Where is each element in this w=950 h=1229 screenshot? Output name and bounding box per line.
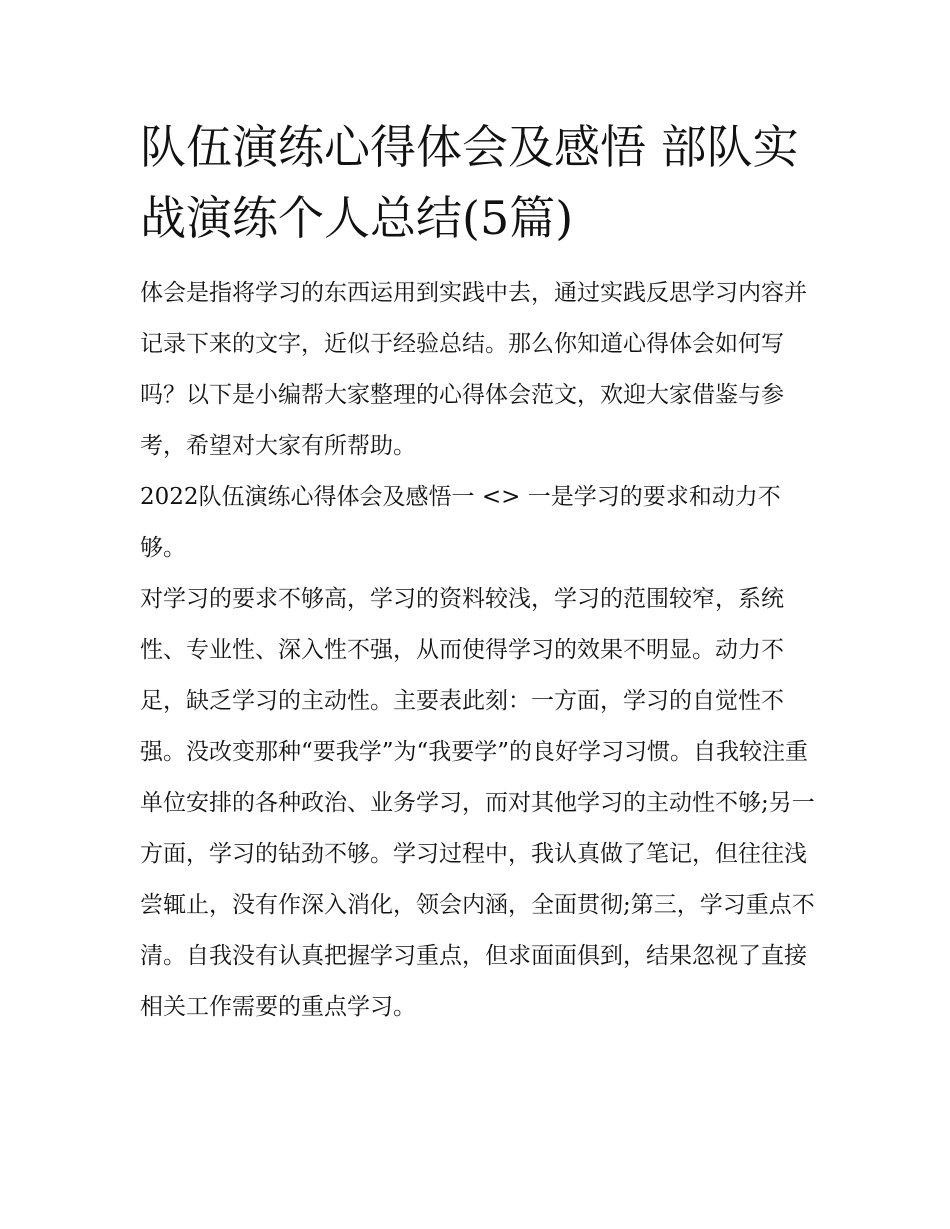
body-paragraph: 对学习的要求不够高，学习的资料较浅，学习的范围较窄，系统性、专业性、深入性不强，从而使得学习的效果不明显。动力不足，缺乏学习的主动性。主要表此刻：一方面，学习的自觉性不强。没改变那种“要我学”为“我要学”的良好学习习惯。自我较注重单位安排的各种政治、业务学习，而对其他学习的主动性不够;另一方面，学习的钻劲不够。学习过程中，我认真做了笔记，但往往浅尝辄止，没有作深入消化，领会内涵，全面贯彻;第三，学习重点不清。自我没有认真把握学习重点，但求面面俱到，结果忽视了直接相关工作需要的重点学习。 bbox=[140, 586, 815, 1020]
section-heading-paragraph: 2022队伍演练心得体会及感悟一 <> 一是学习的要求和动力不够。 bbox=[140, 484, 781, 561]
document-page bbox=[140, 112, 820, 1033]
document-title: 队伍演练心得体会及感悟 部队实战演练个人总结(5篇) bbox=[140, 120, 799, 245]
intro-paragraph: 体会是指将学习的东西运用到实践中去，通过实践反思学习内容并记录下来的文字，近似于经验总结。那么你知道心得体会如何写吗？以下是小编帮大家整理的心得体会范文，欢迎大家借鉴与参考，希望对大家有所帮助。 bbox=[140, 280, 807, 459]
